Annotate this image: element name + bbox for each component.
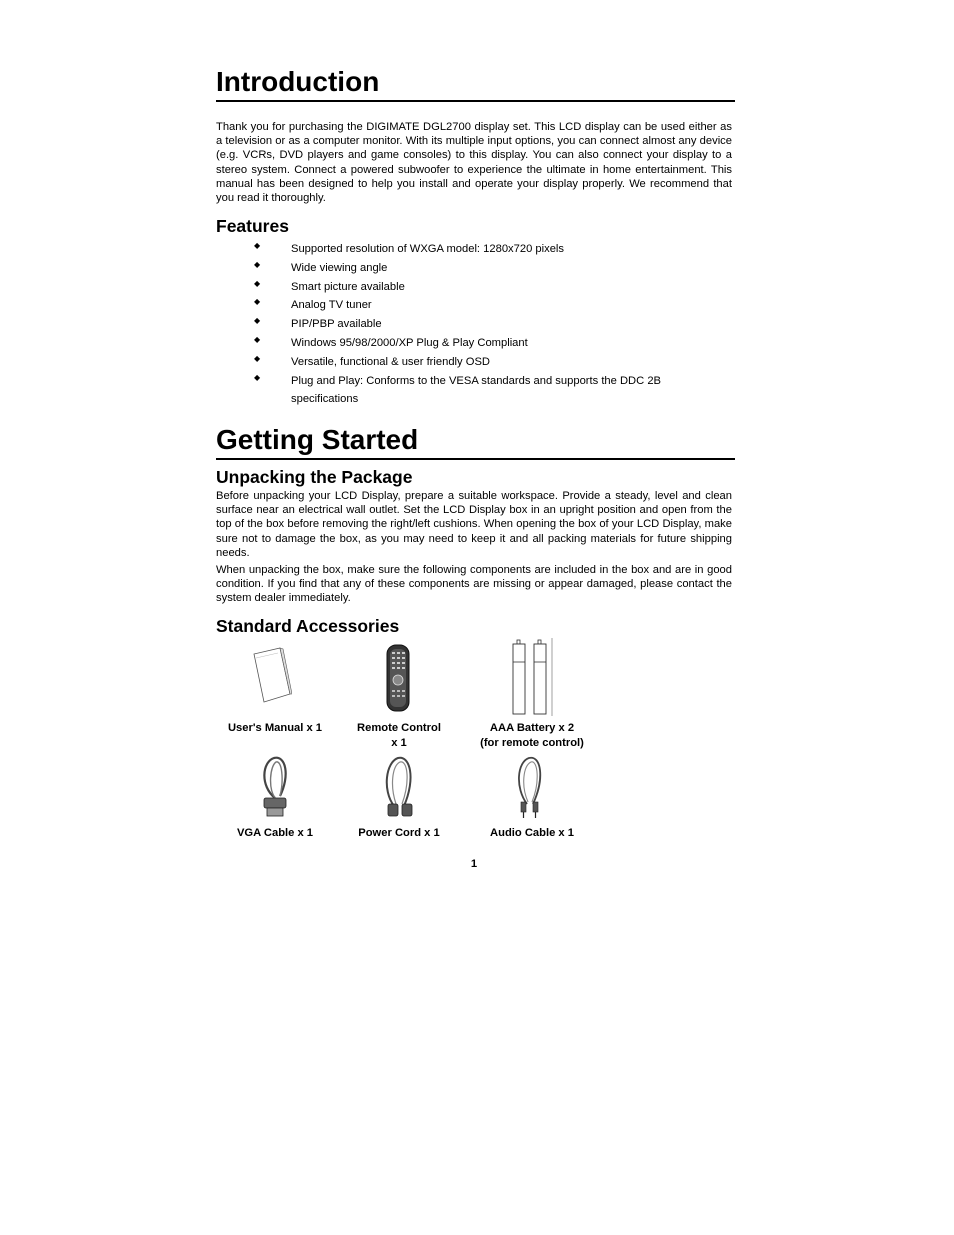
features-list [216, 240, 735, 409]
vga-cable-icon [256, 756, 294, 820]
list-item: ◆ Smart picture available [216, 278, 735, 297]
list-item-continuation: specifications [291, 393, 359, 406]
bullet-icon: ◆ [254, 259, 261, 269]
bullet-icon: ◆ [254, 241, 261, 250]
introduction-paragraph: Thank you for purchasing the DIGIMATE DGL2700 display set. This LCD display can be used either as a television or as a computer monitor. With its multiple input options, you can connect almost any device (e.g. VCRs, DVD players and game consoles) to this display. You can also connect your display to a stereo system. Connect a powered subwoofer to experience the ultimate in home entertainment. This manual has been designed to help you install and operate your display properly. We recommend that you read it thoroughly. [216, 121, 732, 205]
manual-icon [250, 646, 292, 704]
bullet-icon: ◆ [254, 353, 261, 363]
list-item: ◆ Plug and Play: Conforms to the VESA standards and supports the DDC 2B [216, 372, 735, 391]
unpacking-paragraph-2: When unpacking the box, make sure the following components are included in the box and are in good condition. If you find that any of these components are missing or appear damaged, please contact the system dealer immediately. [216, 564, 732, 605]
accessory-label-vga: VGA Cable x 1 [236, 827, 314, 839]
page-number: 1 [470, 858, 478, 870]
bullet-icon: ◆ [254, 372, 261, 382]
introduction-title: Introduction [216, 66, 735, 102]
power-cord-icon [380, 756, 418, 820]
bullet-icon: ◆ [254, 334, 261, 344]
features-heading: Features [216, 216, 289, 236]
list-item: ◆ PIP/PBP available [216, 315, 735, 334]
getting-started-title: Getting Started [216, 424, 735, 460]
list-item: ◆ Versatile, functional & user friendly OSD [216, 353, 735, 372]
unpacking-heading: Unpacking the Package [216, 467, 413, 487]
battery-icon [510, 638, 556, 718]
list-item: ◆ Wide viewing angle [216, 259, 735, 278]
audio-cable-icon [511, 756, 549, 820]
bullet-icon: ◆ [254, 297, 261, 307]
bullet-icon: ◆ [254, 278, 261, 288]
remote-control-icon [385, 644, 411, 712]
accessory-label-power: Power Cord x 1 [358, 827, 440, 839]
unpacking-paragraph-1: Before unpacking your LCD Display, prepare a suitable workspace. Provide a steady, level and clean surface near an electrical wall outlet. Set the LCD Display box in an upright position and open from the top of the box before removing the right/left cushions. When opening the box of your LCD Display, make sure not to damage the box, as you may need to keep it and all packing materials for future shipping needs. [216, 490, 732, 559]
list-item: ◆ Supported resolution of WXGA model: 1280x720 pixels [216, 240, 735, 259]
accessory-label-audio: Audio Cable x 1 [490, 827, 574, 839]
accessory-label-battery: AAA Battery x 2 (for remote control) [480, 722, 584, 749]
list-item: ◆ Windows 95/98/2000/XP Plug & Play Compliant [216, 334, 735, 353]
bullet-icon: ◆ [254, 316, 261, 326]
accessory-label-remote: Remote Control x 1 [357, 722, 441, 749]
list-item: ◆ Analog TV tuner [216, 296, 735, 315]
accessory-label-manual: User's Manual x 1 [227, 722, 323, 734]
accessories-heading: Standard Accessories [216, 616, 400, 636]
